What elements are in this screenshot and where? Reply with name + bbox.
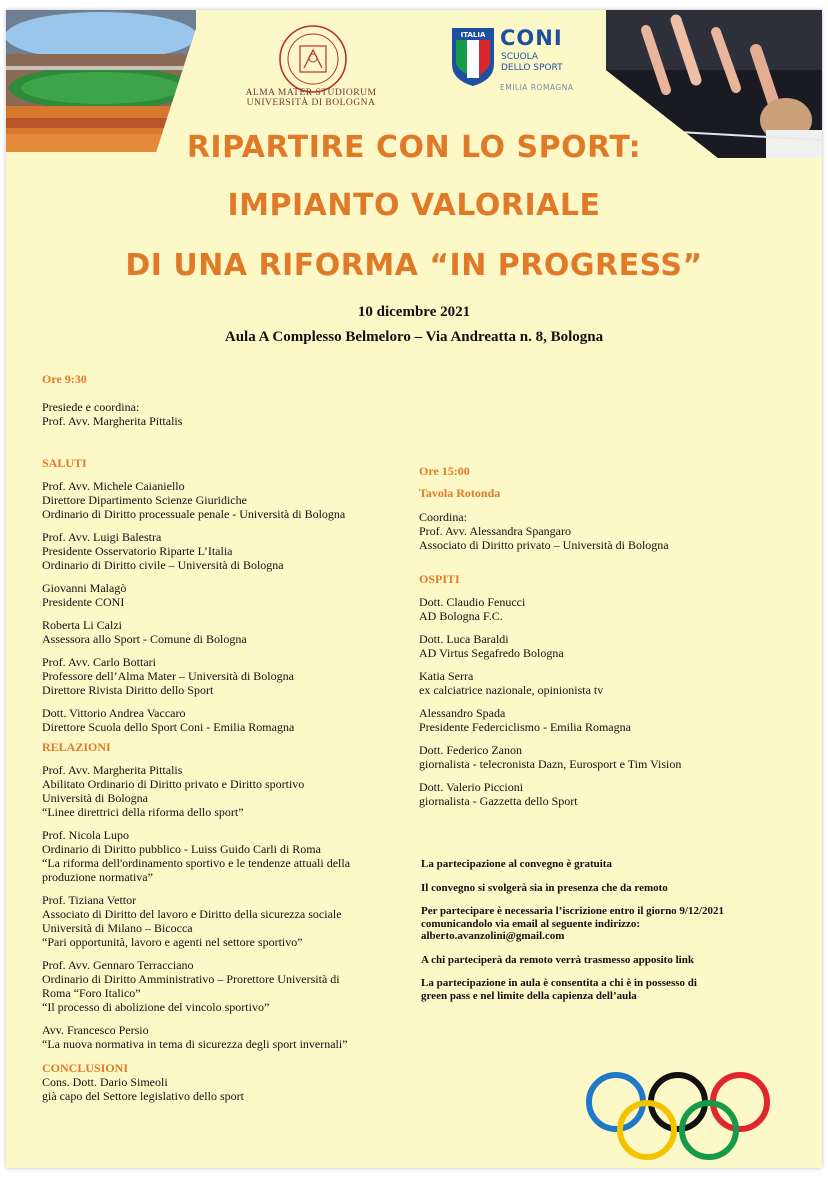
info-greenpass-line: green pass e nel limite della capienza dell’aula — [421, 989, 637, 1002]
relazioni-detail: Associato di Diritto del lavoro e Diritto della sicurezza sociale — [42, 907, 342, 921]
ospiti-name: Dott. Claudio Fenucci — [419, 595, 526, 609]
chair-label: Presiede e coordina: — [42, 400, 140, 414]
olympic-rings-icon — [582, 1068, 774, 1164]
ring-green — [682, 1103, 736, 1157]
saluti-heading: SALUTI — [42, 456, 87, 470]
ospiti-detail: AD Virtus Segafredo Bologna — [419, 646, 564, 660]
relazioni-entry — [42, 893, 422, 949]
title-line-1: RIPARTIRE CON LO SPORT: — [186, 130, 642, 165]
relazioni-list — [42, 763, 422, 1051]
ospiti-name: Katia Serra — [419, 669, 474, 683]
conclusioni-block — [42, 1075, 422, 1103]
relazioni-detail: “Il processo di abolizione del vincolo sportivo” — [42, 1000, 270, 1014]
relazioni-detail: produzione normativa” — [42, 870, 153, 884]
title-line-3: DI UNA RIFORMA “IN PROGRESS” — [125, 248, 703, 283]
chair-name: Prof. Avv. Margherita Pittalis — [42, 414, 183, 428]
relazioni-detail: Roma “Foro Italico” — [42, 986, 141, 1000]
saluti-detail: Professore dell’Alma Mater – Università di Bologna — [42, 669, 294, 683]
ospiti-detail: AD Bologna F.C. — [419, 609, 503, 623]
event-date: 10 dicembre 2021 — [357, 304, 471, 320]
saluti-detail: Assessora allo Sport - Comune di Bologna — [42, 632, 247, 646]
saluti-entry — [42, 706, 422, 734]
relazioni-detail: “Pari opportunità, lavoro e agenti nel settore sportivo” — [42, 935, 303, 949]
ring-red — [713, 1075, 767, 1129]
saluti-entry — [42, 618, 422, 646]
conclusioni-heading: CONCLUSIONI — [42, 1061, 129, 1075]
info-greenpass-line: La partecipazione in aula è consentita a chi è in possesso di — [421, 977, 697, 989]
conclusioni-line: già capo del Settore legislativo dello sport — [42, 1089, 244, 1103]
saluti-entry — [42, 655, 422, 697]
coni-subtitle-line: SCUOLA — [501, 52, 539, 62]
relazioni-name: Prof. Avv. Gennaro Terracciano — [42, 958, 194, 972]
relazioni-name: Prof. Avv. Margherita Pittalis — [42, 763, 183, 777]
ring-blue — [589, 1075, 643, 1129]
saluti-name: Prof. Avv. Carlo Bottari — [42, 655, 156, 669]
event-place: Aula A Complesso Belmeloro – Via Andreatta n. 8, Bologna — [224, 329, 604, 345]
university-name — [236, 88, 386, 108]
info-registration-line: comunicandolo via email al seguente indirizzo: — [421, 917, 641, 930]
saluti-detail: Ordinario di Diritto processuale penale - Università di Bologna — [42, 507, 346, 521]
poster — [6, 10, 822, 1168]
saluti-entry — [42, 530, 422, 572]
coordinator-block — [419, 510, 779, 552]
relazioni-detail: Università di Bologna — [42, 791, 148, 805]
university-seal-icon — [278, 24, 348, 94]
ospiti-name: Alessandro Spada — [419, 706, 506, 720]
ospiti-list — [419, 595, 779, 808]
saluti-entry — [42, 479, 422, 521]
saluti-name: Dott. Vittorio Andrea Vaccaro — [42, 706, 186, 720]
ring-yellow — [620, 1103, 674, 1157]
saluti-detail: Direttore Scuola dello Sport Coni - Emilia Romagna — [42, 720, 295, 734]
saluti-detail: Direttore Rivista Diritto dello Sport — [42, 683, 214, 697]
ospiti-entry — [419, 632, 779, 660]
relazioni-entry — [42, 763, 422, 819]
saluti-name: Prof. Avv. Luigi Balestra — [42, 530, 162, 544]
coni-name: CONI — [500, 26, 563, 50]
ospiti-entry — [419, 706, 779, 734]
coni-subtitle — [501, 52, 563, 74]
saluti-detail: Presidente CONI — [42, 595, 125, 609]
ospiti-detail: ex calciatrice nazionale, opinionista tv — [419, 683, 604, 697]
saluti-detail: Presidente Osservatorio Riparte L’Italia — [42, 544, 233, 558]
ospiti-detail: Presidente Federciclismo - Emilia Romagna — [419, 720, 631, 734]
program-left-column — [42, 372, 422, 1103]
info-registration — [421, 905, 781, 943]
coordinator-label: Coordina: — [419, 510, 467, 524]
relazioni-detail: “La nuova normativa in tema di sicurezza degli sport invernali” — [42, 1037, 348, 1051]
session-title: Tavola Rotonda — [419, 486, 501, 500]
ring-black — [651, 1075, 705, 1129]
info-registration-line: Per partecipare è necessaria l’iscrizione entro il giorno 9/12/2021 — [421, 905, 725, 917]
saluti-name: Roberta Li Calzi — [42, 618, 122, 632]
coordinator-name: Prof. Avv. Alessandra Spangaro — [419, 524, 571, 538]
title-line-2: IMPIANTO VALORIALE — [227, 188, 601, 223]
info-email[interactable]: alberto.avanzolini@gmail.com — [421, 930, 565, 942]
coni-region: EMILIA ROMAGNA — [500, 83, 574, 92]
ospiti-entry — [419, 780, 779, 808]
info-mode: Il convegno si svolgerà sia in presenza che da remoto — [421, 881, 668, 894]
relazioni-name: Avv. Francesco Persio — [42, 1023, 149, 1037]
coni-shield-label: ITALIA — [460, 31, 486, 39]
relazioni-entry — [42, 1023, 422, 1051]
relazioni-detail: Abilitato Ordinario di Diritto privato e Diritto sportivo — [42, 777, 305, 791]
relazioni-detail: Ordinario di Diritto Amministrativo – Prorettore Università di — [42, 972, 340, 986]
relazioni-name: Prof. Nicola Lupo — [42, 828, 129, 842]
relazioni-entry — [42, 958, 422, 1014]
coni-shield-icon — [450, 26, 496, 88]
conclusioni-line: Cons. Dott. Dario Simeoli — [42, 1075, 168, 1089]
saluti-entry — [42, 581, 422, 609]
ospiti-heading: OSPITI — [419, 572, 460, 586]
saluti-list — [42, 479, 422, 734]
saluti-detail: Ordinario di Diritto civile – Università di Bologna — [42, 558, 284, 572]
ospiti-entry — [419, 595, 779, 623]
info-remote: A chi parteciperà da remoto verrà trasmesso apposito link — [421, 953, 694, 966]
afternoon-time: Ore 15:00 — [419, 464, 470, 478]
saluti-name: Giovanni Malagò — [42, 581, 127, 595]
participation-info — [421, 858, 781, 1013]
relazioni-detail: “Linee direttrici della riforma dello sport” — [42, 805, 244, 819]
ospiti-name: Dott. Luca Baraldi — [419, 632, 509, 646]
ospiti-name: Dott. Valerio Piccioni — [419, 780, 524, 794]
ospiti-entry — [419, 743, 779, 771]
relazioni-entry — [42, 828, 422, 884]
coni-subtitle-line: DELLO SPORT — [501, 63, 563, 73]
program-right-column — [419, 464, 779, 808]
relazioni-name: Prof. Tiziana Vettor — [42, 893, 137, 907]
chair-block — [42, 400, 422, 428]
university-line: UNIVERSITÀ DI BOLOGNA — [246, 98, 376, 108]
relazioni-heading: RELAZIONI — [42, 740, 111, 754]
relazioni-detail: Ordinario di Diritto pubblico - Luiss Guido Carli di Roma — [42, 842, 321, 856]
ospiti-detail: giornalista - Gazzetta dello Sport — [419, 794, 578, 808]
coordinator-role: Associato di Diritto privato – Università di Bologna — [419, 538, 669, 552]
ospiti-detail: giornalista - telecronista Dazn, Eurosport e Tim Vision — [419, 757, 682, 771]
relazioni-detail: “La riforma dell'ordinamento sportivo e le tendenze attuali della — [42, 856, 351, 870]
info-greenpass — [421, 977, 781, 1002]
ospiti-name: Dott. Federico Zanon — [419, 743, 522, 757]
ospiti-entry — [419, 669, 779, 697]
relazioni-detail: Università di Milano – Bicocca — [42, 921, 193, 935]
morning-time: Ore 9:30 — [42, 372, 87, 386]
info-free: La partecipazione al convegno è gratuita — [421, 858, 612, 870]
saluti-detail: Direttore Dipartimento Scienze Giuridiche — [42, 493, 247, 507]
university-line: ALMA MATER STUDIORUM — [245, 88, 377, 98]
saluti-name: Prof. Avv. Michele Caianiello — [42, 479, 185, 493]
